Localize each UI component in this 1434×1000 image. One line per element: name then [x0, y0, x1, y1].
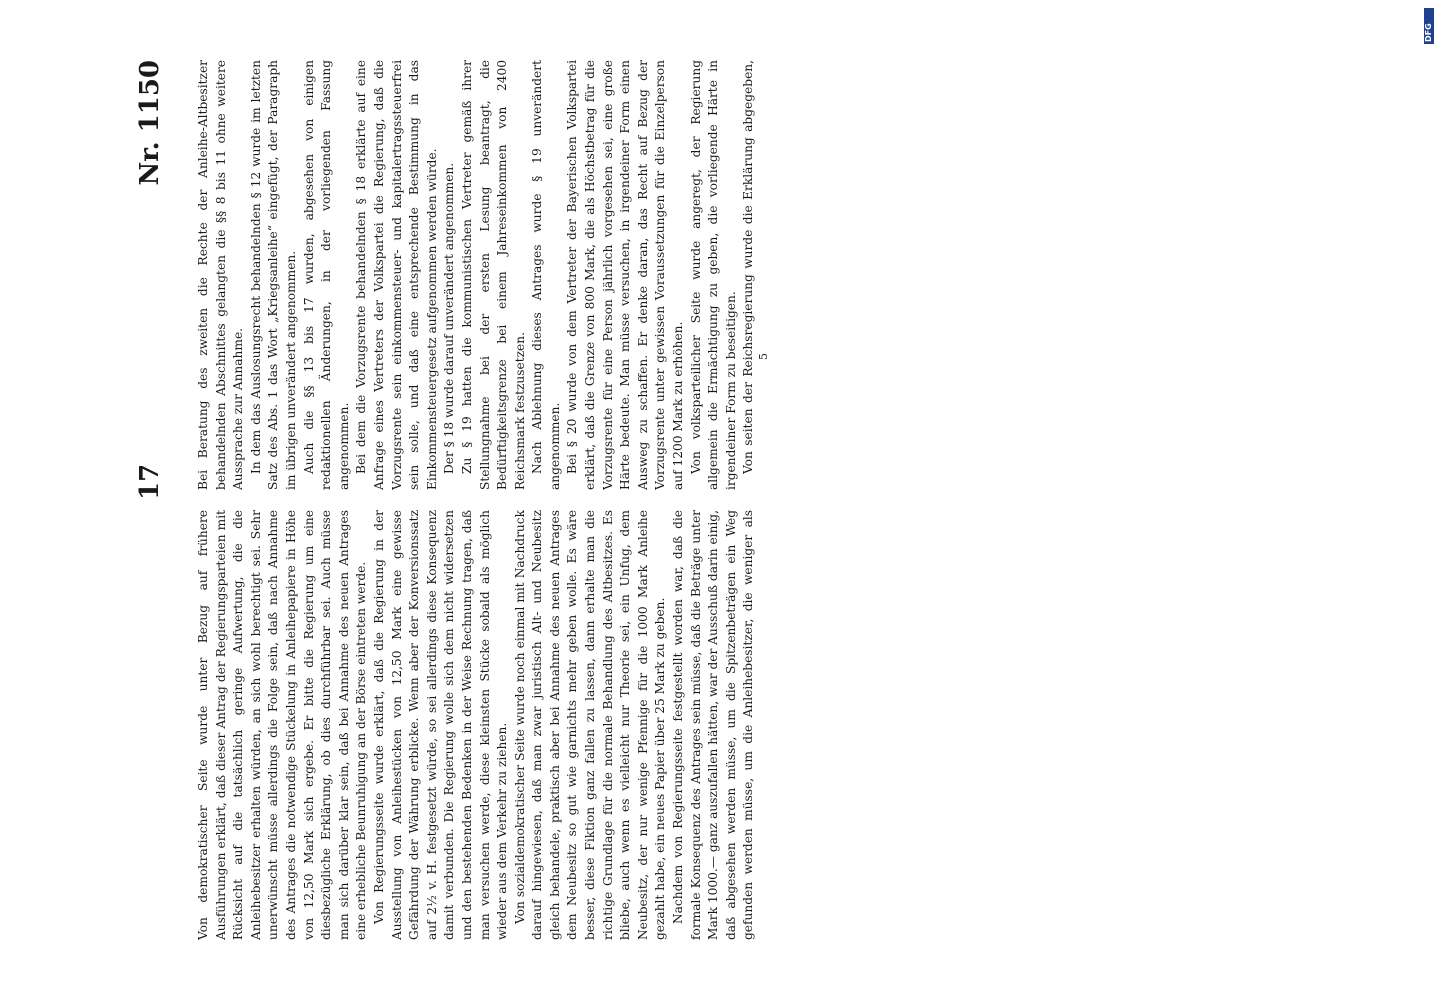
- paragraph: Von Regierungsseite wurde erklärt, daß die Regierung in der Ausstellung von Anleihestücken von 12,50 Mark eine gewisse Gefährdung der Währung erblicke. Wenn aber der Konversionssatz auf 2½ v. H. festgesetzt würde, so sei allerdings diese Konsequenz damit verbunden. Die Regierung wolle sich dem nicht widersetzen und den bestehenden Bedenken in der Weise Rechnung tragen, daß man versuchen werde, diese kleinsten Stücke sobald als möglich wieder aus dem Verkehr zu ziehen.: [371, 510, 510, 940]
- paragraph: Nachdem von Regierungsseite festgestellt worden war, daß die formale Konsequenz des Antrages sein müsse, daß die Beträge unter Mark 1000.— ganz auszufallen hätten, war der Ausschuß darin einig, daß abgesehen werden müsse, um die Spitzenbeträgen ein Weg gefunden werden müsse, um die Anleihebesitzer, die weniger als: [671, 510, 755, 940]
- paragraph: Von volksparteilicher Seite wurde angeregt, der Regierung allgemein die Ermächtigung zu geben, die vorliegende Härte in irgendeiner Form zu beseitigen.: [688, 60, 738, 490]
- paragraph: Bei dem die Vorzugsrente behandelnden § 18 erklärte auf eine Anfrage eines Vertreters der Volkspartei die Regierung, daß die Vorzugsrente sein einkommensteuer- und kapitalertragssteuerfrei sein solle, und daß eine entsprechende Bestimmung in das Einkommensteuergesetz aufgenommen werden würde.: [354, 60, 439, 490]
- paragraph: Auch die §§ 13 bis 17 wurden, abgesehen von einigen redaktionellen Änderungen, in der vorliegenden Fassung angenommen.: [301, 60, 351, 490]
- document-number: Nr. 1150: [135, 60, 165, 186]
- paragraph: Von sozialdemokratischer Seite wurde noch einmal mit Nachdruck darauf hingewiesen, daß man zwar juristisch Alt- und Neubesitz gleich behandele, praktisch aber bei Annahme des neuen Antrages dem Neubesitz so gut wie garnichts mehr geben wolle. Es wäre besser, diese Fiktion ganz fallen zu lassen, dann erhalte man die richtige Grundlage für die normale Behandlung des Altbesitzes. Es bliebe, auch wenn es vielleicht nur Theorie sei, ein Unfug, dem Neubesitz, der nur wenige Pfennige für die 1000 Mark Anleihe gezahlt habe, ein neues Papier über 25 Mark zu geben.: [512, 510, 668, 940]
- dfg-logo-text: DFG: [1424, 23, 1433, 42]
- paragraph: Nach Ablehnung dieses Antrages wurde § 19 unverändert angenommen.: [530, 60, 562, 490]
- paragraph: In dem das Auslosungsrecht behandelnden § 12 wurde im letzten Satz des Abs. 1 das Wort „Kriegsanleihe“ eingefügt, der Paragraph im übrigen unverändert angenommen.: [248, 60, 298, 490]
- text-column-left: [195, 510, 755, 940]
- paragraph: Von demokratischer Seite wurde unter Bezug auf frühere Ausführungen erklärt, daß dieser Antrag der Regierungsparteien mit Rücksicht auf die tatsächlich geringe Aufwertung, die die Anleihebesitzer erhalten würden, an sich wohl berechtigt sei. Sehr unerwünscht müsse allerdings die Folge sein, daß nach Annahme des Antrages die notwendige Stückelung in Anleihepapiere in Höhe von 12,50 Mark sich ergebe. Er bitte die Regierung um eine diesbezügliche Erklärung, ob dies durchführbar sei. Auch müsse man sich darüber klar sein, daß bei Annahme des neuen Antrages eine erhebliche Beunruhigung an der Börse eintreten werde.: [196, 510, 369, 940]
- paragraph: Zu § 19 hatten die kommunistischen Vertreter gemäß ihrer Stellungnahme bei der ersten Lesung beantragt, die Bedürftigkeitsgrenze bei einem Jahreseinkommen von 2400 Reichsmark festzusetzen.: [459, 60, 527, 490]
- paragraph: Bei Beratung des zweiten die Rechte der Anleihe-Altbesitzer behandelnden Abschnittes gelangten die §§ 8 bis 11 ohne weitere Aussprache zur Annahme.: [196, 60, 246, 490]
- page-number: 17: [135, 463, 165, 500]
- text-column-right: [195, 60, 755, 490]
- paragraph: Der § 18 wurde darauf unverändert angenommen.: [442, 162, 457, 474]
- page-header: [135, 60, 175, 940]
- paragraph: Bei § 20 wurde von dem Vertreter der Bayerischen Volkspartei erklärt, daß die Grenze von 800 Mark, die als Höchstbetrag für die Vorzugsrente für eine Person jährlich vorgesehen sei, eine große Härte bedeute. Man müsse versuchen, in irgendeiner Form einen Ausweg zu schaffen. Er denke daran, das Recht auf Bezug der Vorzugsrente unter gewissen Voraussetzungen für die Einzelperson auf 1200 Mark zu erhöhen.: [565, 60, 686, 490]
- paragraph: Von seiten der Reichsregierung wurde die Erklärung abgegeben,: [741, 60, 755, 474]
- rotated-page-content: [117, 0, 1277, 1000]
- digitization-strip: [1425, 8, 1434, 993]
- signature-mark: 5: [757, 353, 770, 360]
